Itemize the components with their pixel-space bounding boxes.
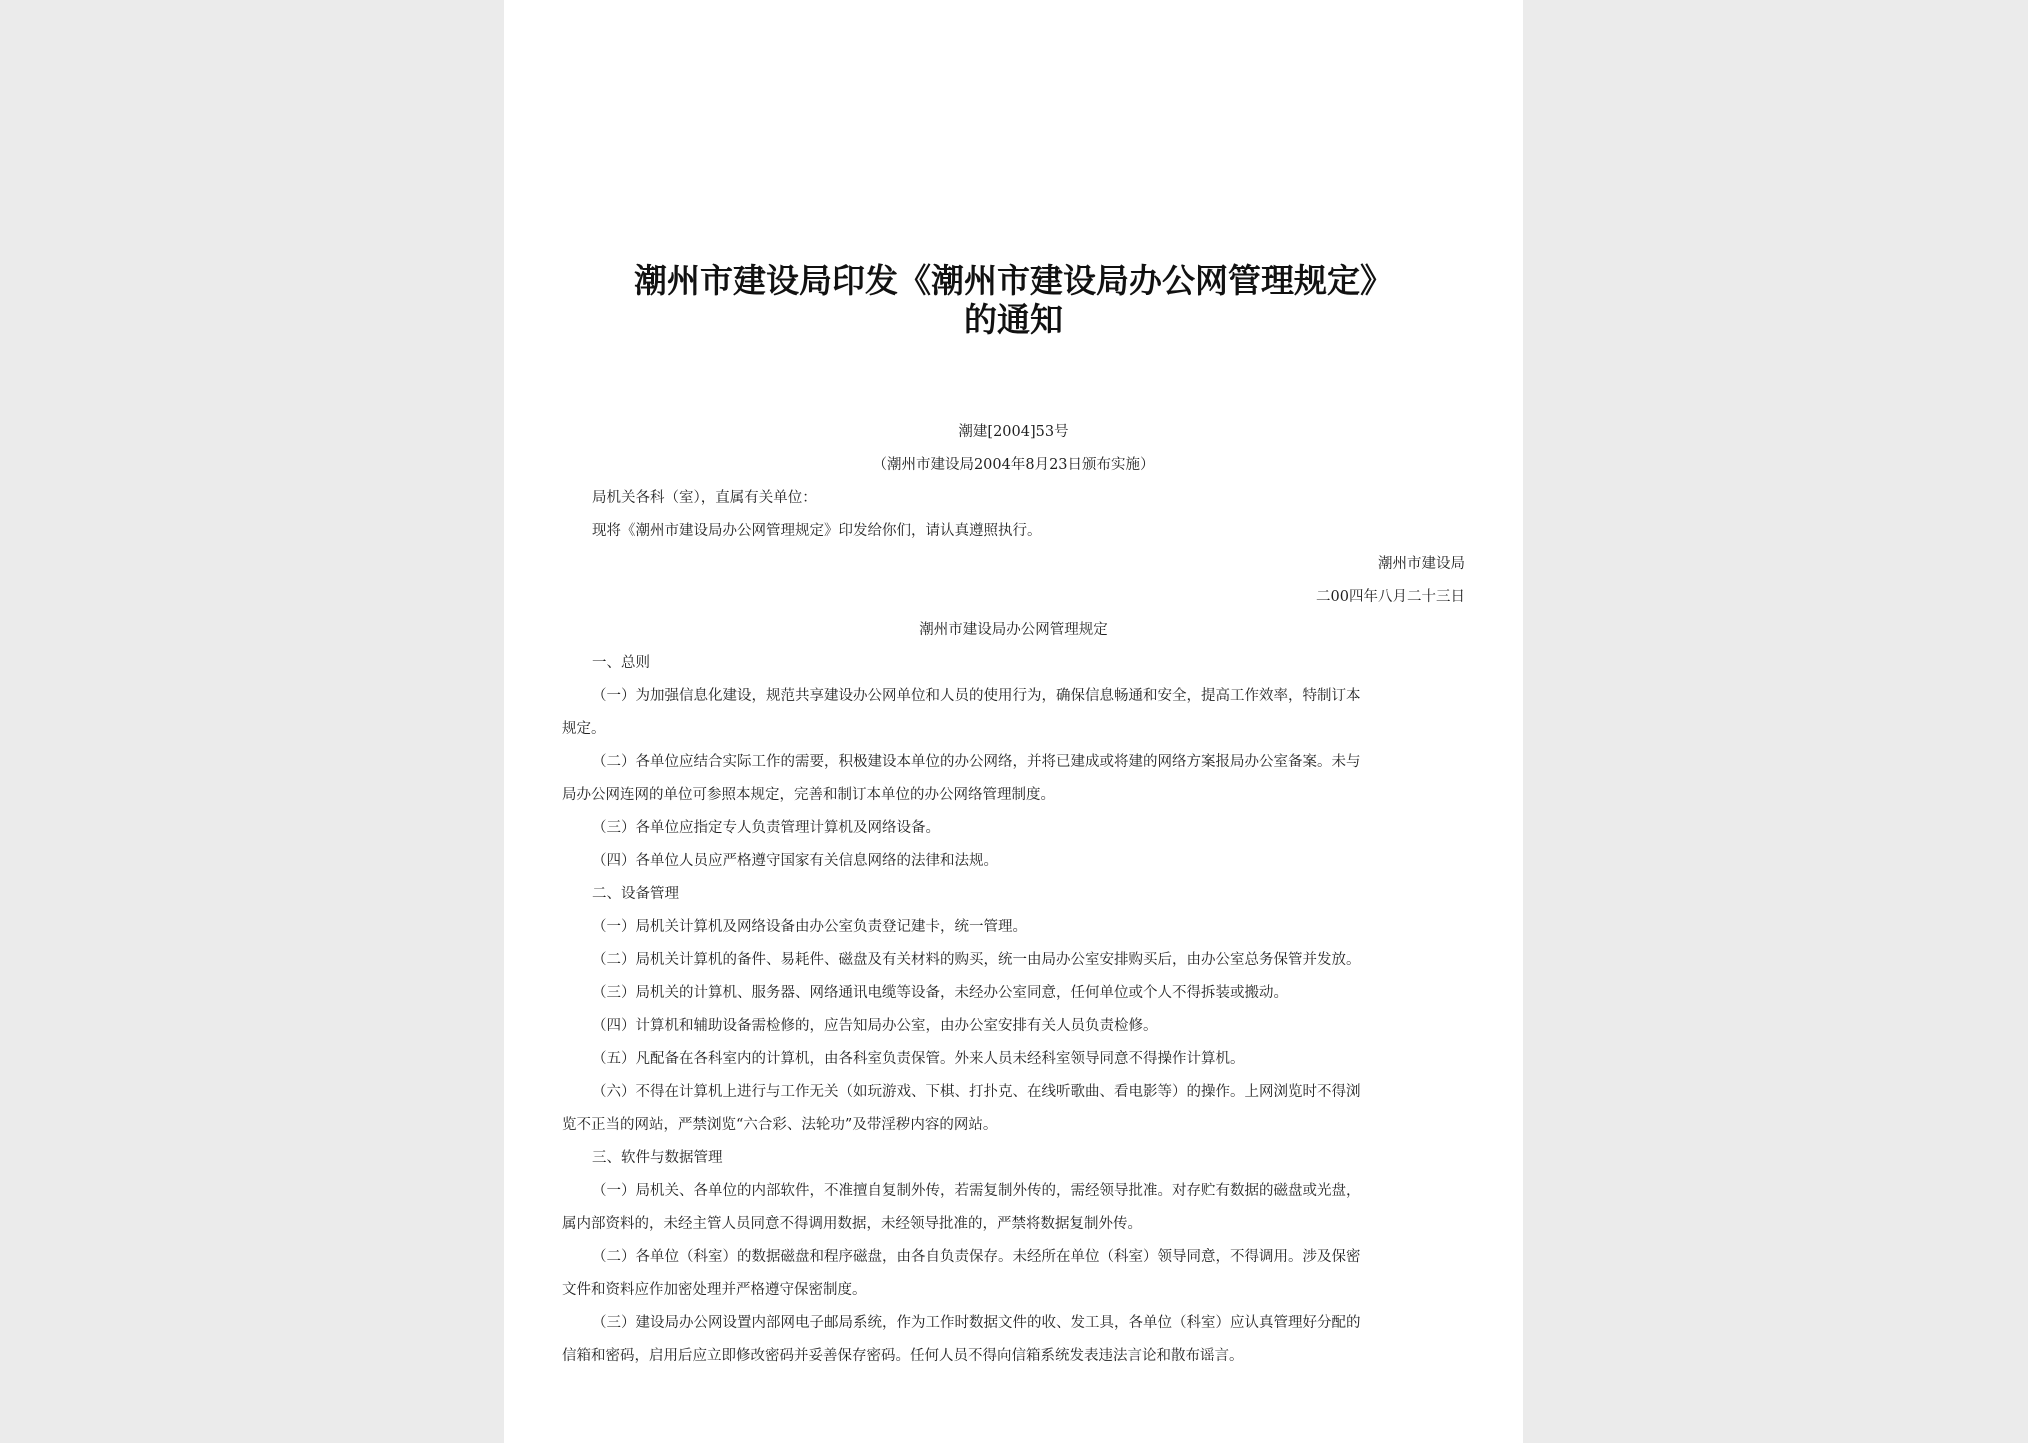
issuance-note: （潮州市建设局2004年8月23日颁布实施） <box>872 457 1155 473</box>
body-line: 局办公网连网的单位可参照本规定，完善和制订本单位的办公网络管理制度。 <box>562 787 1055 803</box>
body-line: （二）各单位（科室）的数据磁盘和程序磁盘，由各自负责保存。未经所在单位（科室）领导同意，不得调用。涉及保密 <box>592 1249 1361 1265</box>
regulation-title: 潮州市建设局办公网管理规定 <box>919 622 1108 638</box>
document-title <box>504 261 1523 339</box>
body-line: （五）凡配备在各科室内的计算机，由各科室负责保管。外来人员未经科室领导同意不得操作计算机。 <box>592 1051 1245 1067</box>
signature-organization: 潮州市建设局 <box>1378 556 1465 572</box>
section-heading: 一、总则 <box>592 655 650 671</box>
body-line: （四）各单位人员应严格遵守国家有关信息网络的法律和法规。 <box>592 853 998 869</box>
body-line: （二）局机关计算机的备件、易耗件、磁盘及有关材料的购买，统一由局办公室安排购买后，由办公室总务保管并发放。 <box>592 952 1361 968</box>
body-line: （四）计算机和辅助设备需检修的，应告知局办公室，由办公室安排有关人员负责检修。 <box>592 1018 1158 1034</box>
intro-paragraph: 现将《潮州市建设局办公网管理规定》印发给你们，请认真遵照执行。 <box>592 523 1042 539</box>
body-line: （三）各单位应指定专人负责管理计算机及网络设备。 <box>592 820 940 836</box>
body-line: （一）为加强信息化建设，规范共享建设办公网单位和人员的使用行为，确保信息畅通和安全，提高工作效率，特制订本 <box>592 688 1361 704</box>
document-number: 潮建[2004]53号 <box>958 424 1069 440</box>
body-line: 文件和资料应作加密处理并严格遵守保密制度。 <box>562 1282 867 1298</box>
body-line: （三）局机关的计算机、服务器、网络通讯电缆等设备，未经办公室同意，任何单位或个人不得拆装或搬动。 <box>592 985 1288 1001</box>
document-title-line-1: 潮州市建设局印发《潮州市建设局办公网管理规定》 <box>634 261 1393 300</box>
body-line: （二）各单位应结合实际工作的需要，积极建设本单位的办公网络，并将已建成或将建的网络方案报局办公室备案。未与 <box>592 754 1361 770</box>
section-heading: 二、设备管理 <box>592 886 679 902</box>
body-line: （一）局机关计算机及网络设备由办公室负责登记建卡，统一管理。 <box>592 919 1027 935</box>
addressee: 局机关各科（室），直属有关单位： <box>592 490 817 506</box>
body-line: 览不正当的网站，严禁浏览“六合彩、法轮功”及带淫秽内容的网站。 <box>562 1117 998 1133</box>
document-title-line-2: 的通知 <box>964 300 1063 339</box>
signature-date: 二00四年八月二十三日 <box>1316 589 1465 605</box>
body-line: 规定。 <box>562 721 606 737</box>
section-heading: 三、软件与数据管理 <box>592 1150 723 1166</box>
body-line: 属内部资料的，未经主管人员同意不得调用数据，未经领导批准的，严禁将数据复制外传。 <box>562 1216 1142 1232</box>
document-page <box>504 0 1523 1443</box>
body-line: 信箱和密码，启用后应立即修改密码并妥善保存密码。任何人员不得向信箱系统发表违法言论和散布谣言。 <box>562 1348 1244 1364</box>
body-line: （三）建设局办公网设置内部网电子邮局系统，作为工作时数据文件的收、发工具，各单位（科室）应认真管理好分配的 <box>592 1315 1361 1331</box>
body-line: （六）不得在计算机上进行与工作无关（如玩游戏、下棋、打扑克、在线听歌曲、看电影等）的操作。上网浏览时不得浏 <box>592 1084 1361 1100</box>
body-line: （一）局机关、各单位的内部软件，不准擅自复制外传，若需复制外传的，需经领导批准。对存贮有数据的磁盘或光盘， <box>592 1183 1361 1199</box>
